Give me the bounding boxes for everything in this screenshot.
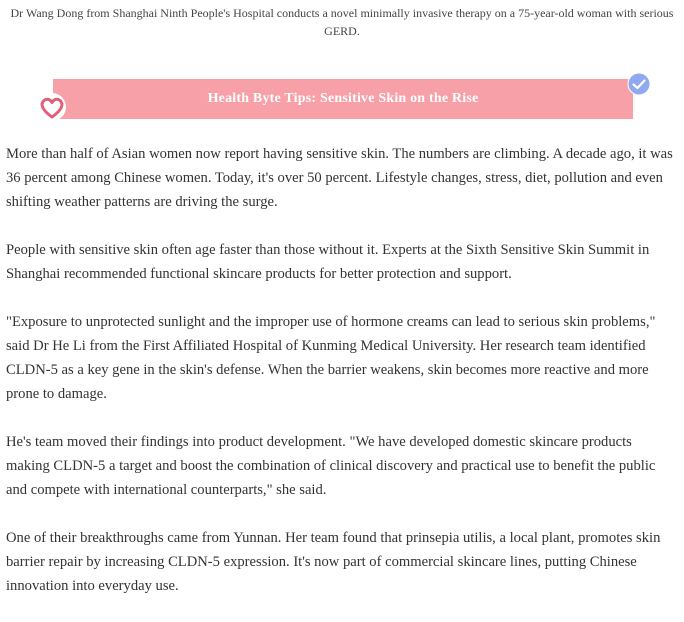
section-banner xyxy=(36,72,652,124)
image-caption: Dr Wang Dong from Shanghai Ninth People's Hospital conducts a novel minimally invasive therapy on a 75-year-old woman with serious GERD. xyxy=(10,6,674,38)
banner-bar xyxy=(53,79,633,119)
article-paragraph: "Exposure to unprotected sunlight and the improper use of hormone creams can lead to serious skin problems," said Dr He Li from the First Affiliated Hospital of Kunming Medical University. Her research team identified CLDN-5 as a key gene in the skin's defense. When the barrier weakens, skin becomes more reactive and more prone to damage. xyxy=(6,314,656,402)
article-paragraph: More than half of Asian women now report having sensitive skin. The numbers are climbing. A decade ago, it was 36 percent among Chinese women. Today, it's over 50 percent. Lifestyle changes, stress, diet, pollution and even shifting weather patterns are driving the surge. xyxy=(6,146,673,210)
article-paragraph: He's team moved their findings into product development. "We have developed domestic skincare products making CLDN-5 a target and boost the combination of clinical discovery and practical use to benefit the public and compete with international counterparts," she said. xyxy=(6,434,656,498)
check-badge-icon xyxy=(627,72,651,96)
heart-icon xyxy=(36,92,68,122)
banner-title: Health Byte Tips: Sensitive Skin on the Rise xyxy=(207,91,479,106)
article-paragraph: One of their breakthroughs came from Yunnan. Her team found that prinsepia utilis, a local plant, promotes skin barrier repair by increasing CLDN-5 expression. It's now part of commercial skincare lines, putting Chinese innovation into everyday use. xyxy=(6,530,661,594)
article-body xyxy=(6,142,678,622)
article-paragraph: People with sensitive skin often age faster than those without it. Experts at the Sixth Sensitive Skin Summit in Shanghai recommended functional skincare products for better protection and support. xyxy=(6,242,650,282)
